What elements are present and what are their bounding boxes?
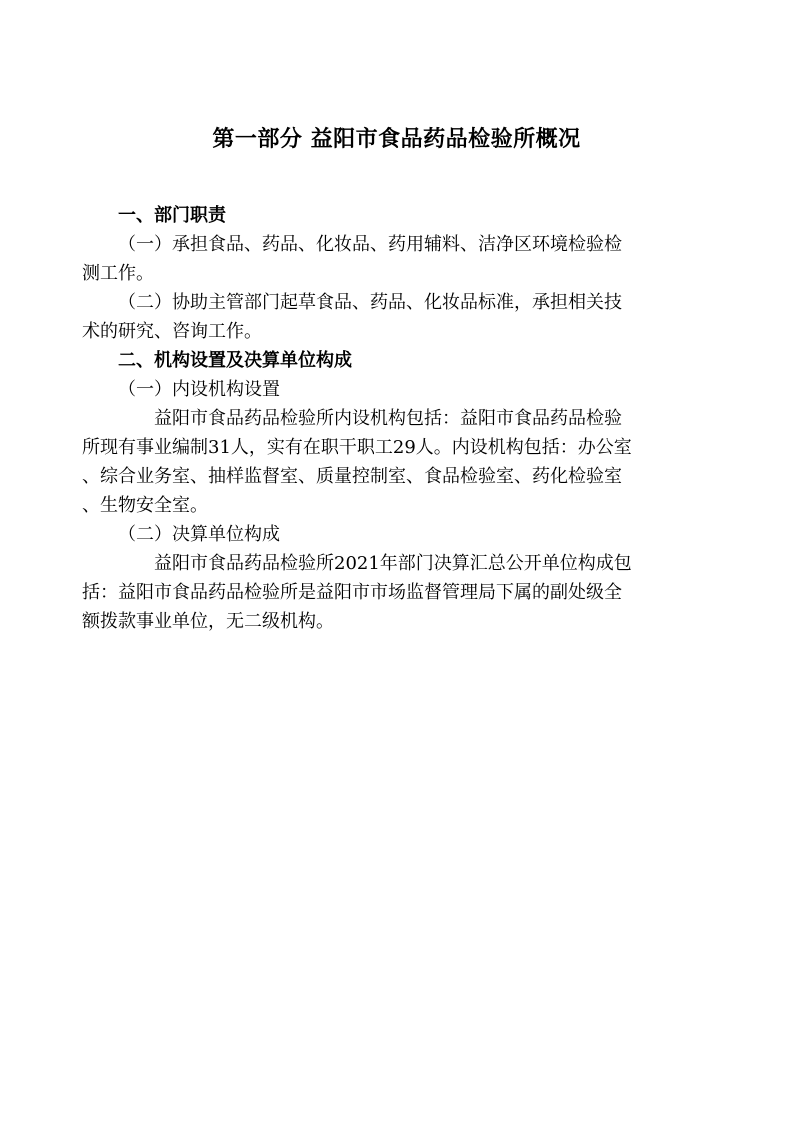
subsection-heading-accounting-units: （二）决算单位构成 [118,524,280,545]
duty-item-1-line-1: （一）承担食品、药品、化妆品、药用辅料、洁净区环境检验检 [118,234,622,255]
page-title: 第一部分 益阳市食品药品检验所概况 [212,127,581,152]
accounting-units-line-3: 额拨款事业单位，无二级机构。 [82,611,334,632]
accounting-units-line-1: 益阳市食品药品检验所2021年部门决算汇总公开单位构成包 [154,553,632,574]
internal-structure-line-3: 、综合业务室、抽样监督室、质量控制室、食品检验室、药化检验室 [82,466,622,487]
subsection-heading-internal-structure: （一）内设机构设置 [118,379,280,400]
section-heading-organization: 二、机构设置及决算单位构成 [118,350,352,371]
accounting-units-line-2: 括：益阳市食品药品检验所是益阳市市场监督管理局下属的副处级全 [82,582,622,603]
document-body [82,201,722,636]
duty-item-2-line-2: 术的研究、咨询工作。 [82,321,262,342]
internal-structure-line-4: 、生物安全室。 [82,495,208,516]
internal-structure-line-2: 所现有事业编制31人，实有在职干职工29人。内设机构包括：办公室 [82,437,632,458]
duty-item-2-line-1: （二）协助主管部门起草食品、药品、化妆品标准，承担相关技 [118,292,622,313]
internal-structure-line-1: 益阳市食品药品检验所内设机构包括：益阳市食品药品检验 [154,408,622,429]
section-heading-duties: 一、部门职责 [118,205,226,226]
duty-item-1-line-2: 测工作。 [82,263,154,284]
